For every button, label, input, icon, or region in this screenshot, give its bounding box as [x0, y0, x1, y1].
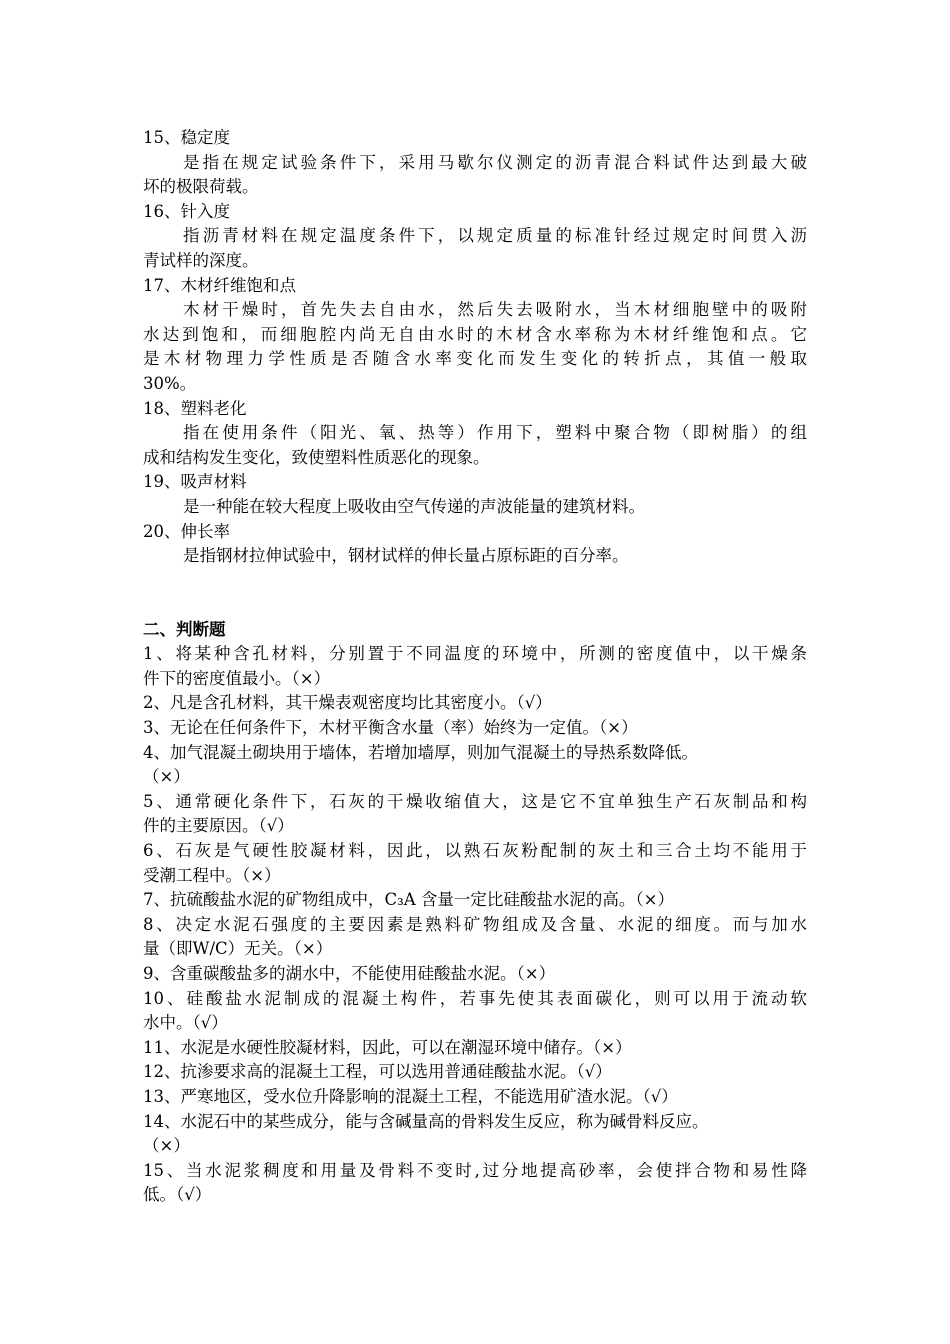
- judgment-item: [143, 642, 807, 691]
- judgment-item: [143, 1159, 807, 1208]
- judgment-text-line: 9、含重碳酸盐多的湖水中，不能使用硅酸盐水泥。（×）: [143, 964, 556, 983]
- judgment-item: [143, 1085, 807, 1110]
- judgment-item: [143, 1060, 807, 1085]
- page-content: [143, 126, 807, 1208]
- definition-text-line: 青试样的深度。: [143, 250, 259, 270]
- judgment-text-line: 5、通常硬化条件下，石灰的干燥收缩值大，这是它不宜单独生产石灰制品和构: [143, 791, 807, 811]
- definition-term: 20、伸长率: [143, 521, 230, 541]
- judgment-text-line: 3、无论在任何条件下，木材平衡含水量（率）始终为一定值。（×）: [143, 718, 638, 738]
- definition-text-line: 指沥青材料在规定温度条件下，以规定质量的标准针经过规定时间贯入沥: [183, 226, 807, 246]
- definition-item: [143, 200, 807, 274]
- judgment-text-line: 15、当水泥浆稠度和用量及骨料不变时,过分地提高砂率，会使拌合物和易性降: [143, 1160, 807, 1180]
- definition-text-line: 水达到饱和，而细胞腔内尚无自由水时的木材含水率称为木材纤维饱和点。它: [143, 324, 807, 344]
- definition-item: [143, 126, 807, 200]
- definition-text-line: 是一种能在较大程度上吸收由空气传递的声波能量的建筑材料。: [183, 496, 645, 516]
- judgment-item: [143, 962, 807, 987]
- judgment-item: [143, 987, 807, 1036]
- definition-text-line: 坏的极限荷载。: [143, 177, 259, 197]
- judgment-text-line: 11、水泥是水硬性胶凝材料，因此，可以在潮湿环境中储存。（×）: [143, 1037, 632, 1057]
- definition-text-line: 木材干燥时，首先失去自由水，然后失去吸附水，当木材细胞壁中的吸附: [183, 300, 807, 320]
- judgment-text-line: 量（即W/C）无关。（×）: [143, 939, 333, 959]
- judgment-text-line: 4、加气混凝土砌块用于墙体，若增加墙厚，则加气混凝土的导热系数降低。: [143, 742, 698, 762]
- judgment-item: [143, 888, 807, 913]
- definition-term: 15、稳定度: [143, 128, 230, 147]
- judgment-item: [143, 790, 807, 839]
- judgment-text-line: 件的主要原因。（√）: [143, 816, 294, 836]
- definitions-list: [143, 126, 807, 569]
- judgment-item: [143, 839, 807, 888]
- definition-text-line: 成和结构发生变化，致使塑料性质恶化的现象。: [143, 447, 490, 467]
- definition-term: 17、木材纤维饱和点: [143, 275, 296, 295]
- judgment-text-line: 受潮工程中。（×）: [143, 865, 281, 885]
- definition-item: [143, 274, 807, 397]
- section-title: 二、判断题: [143, 619, 226, 639]
- section-spacer: [143, 569, 807, 618]
- definition-item: [143, 397, 807, 471]
- definition-term: 18、塑料老化: [143, 398, 247, 418]
- judgment-text-line: 6、石灰是气硬性胶凝材料，因此，以熟石灰粉配制的灰土和三合土均不能用于: [143, 841, 807, 861]
- judgment-item: [143, 913, 807, 962]
- definition-text-line: 是木材物理力学性质是否随含水率变化而发生变化的转折点，其值一般取: [143, 349, 807, 369]
- judgment-text-line: 水中。（√）: [143, 1013, 228, 1033]
- definition-text-line: 30%。: [143, 373, 197, 393]
- judgment-text-line: 7、抗硫酸盐水泥的矿物组成中，C₃A 含量一定比硅酸盐水泥的高。（×）: [143, 890, 674, 910]
- judgment-text-line: 低。（√）: [143, 1185, 212, 1205]
- judgment-text-line: 1、将某种含孔材料，分别置于不同温度的环境中，所测的密度值中，以干燥条: [143, 644, 807, 664]
- definition-term: 16、针入度: [143, 201, 230, 221]
- judgment-text-line: 13、严寒地区，受水位升降影响的混凝土工程，不能选用矿渣水泥。（√）: [143, 1086, 678, 1106]
- judgment-item: [143, 1110, 807, 1159]
- definition-text-line: 是指在规定试验条件下，采用马歇尔仪测定的沥青混合料试件达到最大破: [183, 152, 807, 172]
- judgment-text-line: 2、凡是含孔材料，其干燥表观密度均比其密度小。（√）: [143, 693, 552, 713]
- judgment-text-line: （×）: [143, 767, 190, 787]
- judgment-item: [143, 691, 807, 716]
- judgment-item: [143, 1036, 807, 1061]
- judgment-text-line: 8、决定水泥石强度的主要因素是熟料矿物组成及含量、水泥的细度。而与加水: [143, 914, 807, 934]
- judgment-item: [143, 741, 807, 790]
- judgment-text-line: 12、抗渗要求高的混凝土工程，可以选用普通硅酸盐水泥。（√）: [143, 1062, 612, 1082]
- definition-text-line: 指在使用条件（阳光、氧、热等）作用下，塑料中聚合物（即树脂）的组: [183, 423, 807, 443]
- judgment-text-line: 14、水泥石中的某些成分，能与含碱量高的骨料发生反应，称为碱骨料反应。: [143, 1111, 709, 1131]
- judgment-text-line: 10、硅酸盐水泥制成的混凝土构件，若事先使其表面碳化，则可以用于流动软: [143, 988, 807, 1008]
- judgment-list: [143, 642, 807, 1208]
- definition-item: [143, 470, 807, 519]
- judgment-item: [143, 716, 807, 741]
- definition-item: [143, 520, 807, 569]
- judgment-text-line: （×）: [143, 1136, 190, 1156]
- definition-term: 19、吸声材料: [143, 472, 247, 492]
- judgment-text-line: 件下的密度值最小。（×）: [143, 668, 331, 688]
- definition-text-line: 是指钢材拉伸试验中，钢材试样的伸长量占原标距的百分率。: [183, 546, 629, 566]
